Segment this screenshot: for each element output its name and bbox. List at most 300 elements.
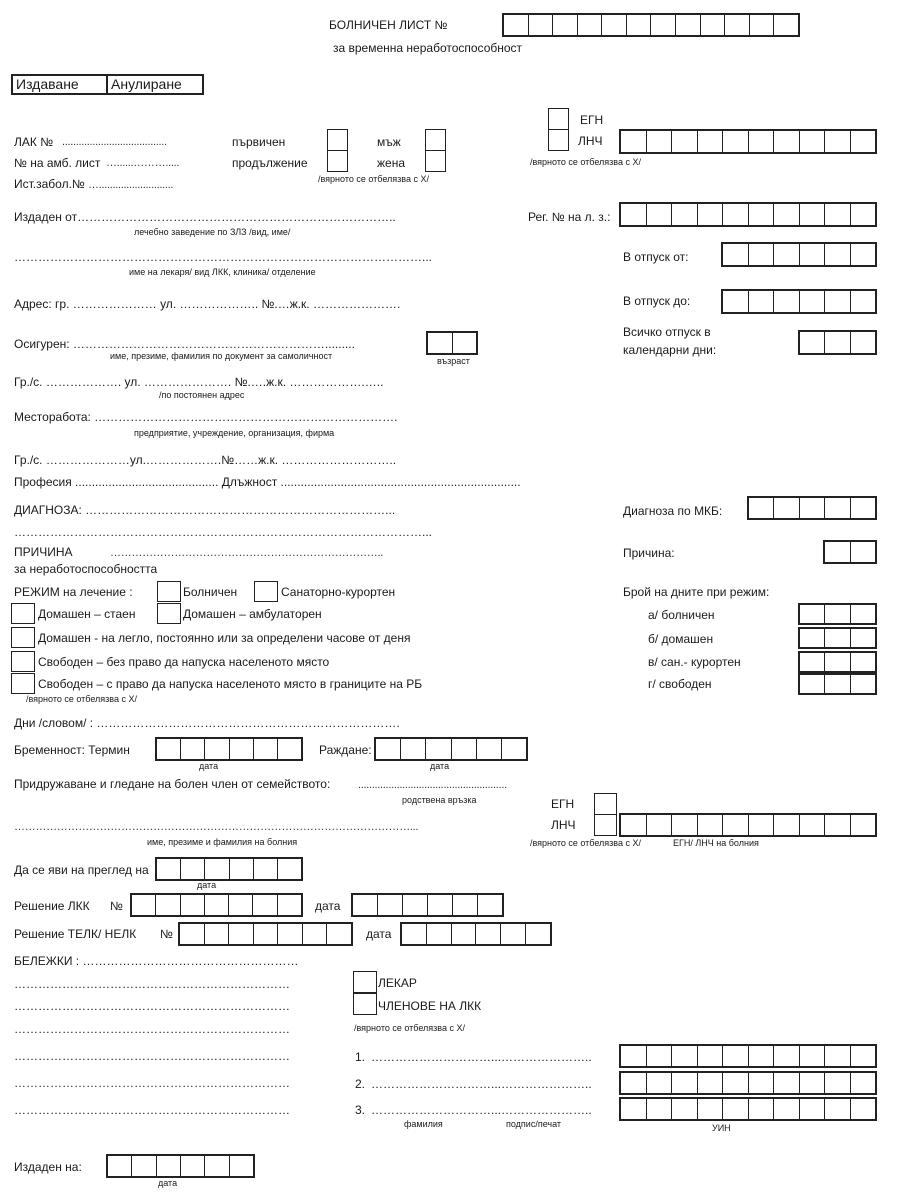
grid-cell[interactable] xyxy=(278,739,301,759)
grid-cell[interactable] xyxy=(749,1099,775,1119)
grid-cell[interactable] xyxy=(851,629,875,647)
grid-cell[interactable] xyxy=(701,15,726,35)
grid-cell[interactable] xyxy=(452,924,477,944)
address-field[interactable]: Адрес: гр. ………………… ул. ……………….. №.…ж.к. …………………. xyxy=(14,297,401,311)
grid-cell[interactable] xyxy=(181,739,205,759)
mark-note: /вярното се отбелязва с Х/ xyxy=(318,174,430,184)
grid-cell[interactable] xyxy=(851,498,875,518)
grid-cell[interactable] xyxy=(851,244,876,265)
grid-cell[interactable] xyxy=(157,859,181,879)
exam-date-sub: дата xyxy=(197,880,217,890)
cause-label: ПРИЧИНА xyxy=(14,545,73,559)
grid-cell[interactable] xyxy=(851,291,876,312)
grid-cell[interactable] xyxy=(851,605,875,623)
regime-free-local-label: Свободен – без право да напуска населеното място xyxy=(38,655,330,669)
grid-cell[interactable] xyxy=(800,291,826,312)
grid-cell[interactable] xyxy=(723,1099,749,1119)
grid-cell[interactable] xyxy=(800,1073,826,1093)
sick-person-sub: име, презиме и фамилия на болния xyxy=(147,837,298,847)
signer-1-name[interactable]: …………………………... xyxy=(371,1050,502,1064)
cause-sub: за неработоспособността xyxy=(14,562,158,576)
grid-cell[interactable] xyxy=(800,332,825,353)
grid-cell[interactable] xyxy=(749,815,775,835)
grid-cell[interactable] xyxy=(698,204,724,225)
insured-sub: име, презиме, фамилия по документ за самоличност xyxy=(110,351,333,361)
days-free-field[interactable] xyxy=(798,673,877,695)
signer-3-uin-field[interactable] xyxy=(619,1097,877,1121)
grid-cell[interactable] xyxy=(851,332,875,353)
grid-cell[interactable] xyxy=(774,244,800,265)
total-days-field[interactable] xyxy=(798,330,877,355)
telk-date-label: дата xyxy=(366,927,392,941)
grid-cell[interactable] xyxy=(229,895,253,915)
ist-label: Ист.забол.№ xyxy=(14,177,85,191)
egn-label: ЕГН xyxy=(580,113,604,127)
grid-cell[interactable] xyxy=(157,1156,181,1176)
grid-cell[interactable] xyxy=(749,498,774,518)
grid-cell[interactable] xyxy=(526,924,550,944)
reg-no-field[interactable] xyxy=(619,202,877,227)
uin-sub: УИН xyxy=(712,1123,731,1133)
grid-cell[interactable] xyxy=(749,204,775,225)
grid-cell[interactable] xyxy=(749,1046,775,1066)
grid-cell[interactable] xyxy=(698,815,724,835)
grid-cell[interactable] xyxy=(578,15,603,35)
grid-cell[interactable] xyxy=(749,244,775,265)
diagnosis-field[interactable]: ДИАГНОЗА: …………………………………………………………………... xyxy=(14,503,396,517)
grid-cell[interactable] xyxy=(278,924,303,944)
grid-cell[interactable] xyxy=(725,15,750,35)
grid-cell[interactable] xyxy=(774,15,798,35)
grid-cell[interactable] xyxy=(774,815,800,835)
grid-cell[interactable] xyxy=(698,131,724,152)
doctor-checkbox[interactable] xyxy=(353,971,377,993)
workplace-field[interactable]: Месторабота: …………………………………………………………………. xyxy=(14,410,398,424)
sick-egn-lnch-field[interactable] xyxy=(619,813,877,837)
regime-sanatorium-label: Санаторно-курортен xyxy=(281,585,396,599)
grid-cell[interactable] xyxy=(774,131,800,152)
grid-cell[interactable] xyxy=(825,291,851,312)
grid-cell[interactable] xyxy=(230,1156,253,1176)
lkk-decision-number-field[interactable] xyxy=(130,893,303,917)
sick-id-sub: ЕГН/ ЛНЧ на болния xyxy=(673,838,759,848)
grid-cell[interactable] xyxy=(229,924,254,944)
grid-cell[interactable] xyxy=(749,1073,775,1093)
regime-sanatorium-checkbox[interactable] xyxy=(254,581,278,602)
grid-cell[interactable] xyxy=(529,15,554,35)
grid-cell[interactable] xyxy=(504,15,529,35)
lak-field[interactable]: ...................................... xyxy=(62,136,167,148)
lkk-no-label: № xyxy=(110,899,123,913)
grid-cell[interactable] xyxy=(477,739,502,759)
lnch-checkbox[interactable] xyxy=(548,129,569,151)
grid-cell[interactable] xyxy=(774,1073,800,1093)
grid-cell[interactable] xyxy=(254,924,279,944)
grid-cell[interactable] xyxy=(672,1073,698,1093)
signature-sub: подпис/печат xyxy=(506,1119,562,1129)
grid-cell[interactable] xyxy=(376,739,401,759)
signer-1-number: 1. xyxy=(355,1050,366,1064)
grid-cell[interactable] xyxy=(378,895,403,915)
grid-cell[interactable] xyxy=(254,859,278,879)
grid-cell[interactable] xyxy=(800,605,825,623)
notes-line-1[interactable]: …………………………………………………………… xyxy=(14,977,290,991)
grid-cell[interactable] xyxy=(453,895,478,915)
form-subtitle: за временна неработоспособност xyxy=(333,41,523,55)
profession-field[interactable]: Професия ........................................... Длъжност ........................................................................ xyxy=(14,475,521,489)
days-home-field[interactable] xyxy=(798,627,877,649)
age-sub: възраст xyxy=(437,356,470,366)
sick-lnch-checkbox[interactable] xyxy=(594,814,617,836)
male-label: мъж xyxy=(377,135,401,149)
days-sanatorium-label: в/ сан.- курортен xyxy=(648,655,741,669)
grid-cell[interactable] xyxy=(825,815,851,835)
birth-date-sub: дата xyxy=(430,761,450,771)
grid-cell[interactable] xyxy=(156,895,180,915)
birth-label: Раждане: xyxy=(319,743,372,757)
sick-egn-checkbox[interactable] xyxy=(594,793,617,815)
regime-free-country-label: Свободен – с право да напуска населеното място в границите на РБ xyxy=(38,677,423,691)
grid-cell[interactable] xyxy=(825,244,851,265)
grid-cell[interactable] xyxy=(672,204,698,225)
days-hospital-field[interactable] xyxy=(798,603,877,625)
grid-cell[interactable] xyxy=(672,131,698,152)
regime-home-room-label: Домашен – стаен xyxy=(38,607,136,621)
days-free-label: г/ свободен xyxy=(648,677,712,691)
grid-cell[interactable] xyxy=(825,498,850,518)
grid-cell[interactable] xyxy=(851,542,876,562)
signer-1-uin-field[interactable] xyxy=(619,1044,877,1068)
grid-cell[interactable] xyxy=(181,1156,205,1176)
grid-cell[interactable] xyxy=(553,15,578,35)
icd-diagnosis-field[interactable] xyxy=(747,496,877,520)
signer-2-signature[interactable]: ………………….. xyxy=(501,1077,592,1091)
grid-cell[interactable] xyxy=(278,859,301,879)
lak-label: ЛАК № xyxy=(14,135,54,149)
continuation-label: продължение xyxy=(232,156,308,170)
total-days-label-2: календарни дни: xyxy=(623,343,717,357)
signer-3-signature[interactable]: ………………….. xyxy=(501,1103,592,1117)
grid-cell[interactable] xyxy=(621,1099,647,1119)
grid-cell[interactable] xyxy=(621,1073,647,1093)
issued-by-field[interactable]: Издаден от…………………………………………………………………….. xyxy=(14,210,396,224)
issued-on-date-sub: дата xyxy=(158,1178,178,1188)
grid-cell[interactable] xyxy=(621,204,647,225)
regime-note: /вярното се отбелязва с Х/ xyxy=(26,694,138,704)
form-title: БОЛНИЧЕН ЛИСТ № xyxy=(329,18,448,32)
grid-cell[interactable] xyxy=(502,739,526,759)
icd-diagnosis-label: Диагноза по МКБ: xyxy=(623,504,723,518)
grid-cell[interactable] xyxy=(851,815,876,835)
continuation-checkbox[interactable] xyxy=(327,150,348,172)
grid-cell[interactable] xyxy=(800,653,825,671)
regime-label: РЕЖИМ на лечение : xyxy=(14,585,133,599)
grid-cell[interactable] xyxy=(327,924,351,944)
grid-cell[interactable] xyxy=(621,815,647,835)
grid-cell[interactable] xyxy=(851,131,876,152)
telk-decision-number-field[interactable] xyxy=(178,922,353,946)
workplace-address-field[interactable]: Гр./с. …………………ул.……………….№……ж.к. ……………………….. xyxy=(14,453,397,467)
grid-cell[interactable] xyxy=(181,895,205,915)
grid-cell[interactable] xyxy=(132,1156,156,1176)
grid-cell[interactable] xyxy=(132,895,156,915)
issued-on-label: Издаден на: xyxy=(14,1160,82,1174)
regime-hospital-label: Болничен xyxy=(183,585,238,599)
grid-cell[interactable] xyxy=(723,204,749,225)
grid-cell[interactable] xyxy=(825,1099,851,1119)
days-home-label: б/ домашен xyxy=(648,632,714,646)
grid-cell[interactable] xyxy=(253,895,277,915)
grid-cell[interactable] xyxy=(800,131,826,152)
grid-cell[interactable] xyxy=(825,675,850,693)
doctor-field[interactable]: …………………………………………………………………………………………... xyxy=(14,250,433,264)
grid-cell[interactable] xyxy=(453,333,477,353)
lnch-label: ЛНЧ xyxy=(578,134,603,148)
cause-field[interactable]: ………………………………………………………………….. xyxy=(110,547,384,559)
birth-date-field[interactable] xyxy=(374,737,528,761)
reg-no-label: Рег. № на л. з.: xyxy=(528,210,611,224)
grid-cell[interactable] xyxy=(647,131,673,152)
lkk-date-field[interactable] xyxy=(351,893,504,917)
grid-cell[interactable] xyxy=(851,204,876,225)
sick-egn-label: ЕГН xyxy=(551,797,575,811)
exam-label: Да се яви на преглед на xyxy=(14,863,149,877)
workplace-sub: предприятие, учреждение, организация, фирма xyxy=(134,428,335,438)
grid-cell[interactable] xyxy=(800,244,826,265)
amb-field[interactable]: …......………..... xyxy=(106,157,180,169)
grid-cell[interactable] xyxy=(825,204,851,225)
grid-cell[interactable] xyxy=(723,1073,749,1093)
regime-home-ambulatory-checkbox[interactable] xyxy=(157,603,181,624)
grid-cell[interactable] xyxy=(774,204,800,225)
grid-cell[interactable] xyxy=(774,1099,800,1119)
grid-cell[interactable] xyxy=(303,924,328,944)
grid-cell[interactable] xyxy=(647,1099,673,1119)
grid-cell[interactable] xyxy=(428,333,453,353)
notes-field[interactable]: БЕЛЕЖКИ : ……………………………………………… xyxy=(14,954,299,968)
signer-2-number: 2. xyxy=(355,1077,366,1091)
grid-cell[interactable] xyxy=(647,204,673,225)
grid-cell[interactable] xyxy=(750,15,775,35)
grid-cell[interactable] xyxy=(501,924,526,944)
grid-cell[interactable] xyxy=(774,498,799,518)
regime-free-local-checkbox[interactable] xyxy=(11,651,35,672)
grid-cell[interactable] xyxy=(181,859,205,879)
days-by-regime-title: Брой на дните при режим: xyxy=(623,585,770,599)
notes-line-6[interactable]: …………………………………………………………… xyxy=(14,1103,290,1117)
grid-cell[interactable] xyxy=(205,924,230,944)
grid-cell[interactable] xyxy=(478,895,502,915)
notes-line-3[interactable]: …………………………………………………………… xyxy=(14,1022,290,1036)
notes-line-4[interactable]: …………………………………………………………… xyxy=(14,1049,290,1063)
lkk-date-label: дата xyxy=(315,899,341,913)
grid-cell[interactable] xyxy=(401,739,426,759)
egn-note: /вярното се отбелязва с Х/ xyxy=(530,157,642,167)
grid-cell[interactable] xyxy=(230,859,254,879)
grid-cell[interactable] xyxy=(402,924,427,944)
regime-home-room-checkbox[interactable] xyxy=(11,603,35,624)
signer-1-signature[interactable]: ………………….. xyxy=(501,1050,592,1064)
grid-cell[interactable] xyxy=(205,895,229,915)
grid-cell[interactable] xyxy=(825,131,851,152)
grid-cell[interactable] xyxy=(825,605,850,623)
grid-cell[interactable] xyxy=(428,895,453,915)
grid-cell[interactable] xyxy=(621,131,647,152)
leave-from-field[interactable] xyxy=(721,242,877,267)
grid-cell[interactable] xyxy=(800,675,825,693)
telk-no-label: № xyxy=(160,927,173,941)
grid-cell[interactable] xyxy=(651,15,676,35)
grid-cell[interactable] xyxy=(851,1046,876,1066)
male-checkbox[interactable] xyxy=(425,129,446,151)
grid-cell[interactable] xyxy=(698,1099,724,1119)
signer-2-name[interactable]: …………………………... xyxy=(371,1077,502,1091)
primary-checkbox[interactable] xyxy=(327,129,348,151)
egn-checkbox[interactable] xyxy=(548,108,569,130)
grid-cell[interactable] xyxy=(698,1073,724,1093)
grid-cell[interactable] xyxy=(800,498,825,518)
sick-lnch-label: ЛНЧ xyxy=(551,818,576,832)
notes-line-2[interactable]: …………………………………………………………… xyxy=(14,999,290,1013)
issued-by-sub: лечебно заведение по ЗЛЗ /вид, име/ xyxy=(134,227,291,237)
permanent-address-field[interactable]: Гр./с. ………………. ул. …………………. №.….ж.к. ……………….….. xyxy=(14,375,384,389)
grid-cell[interactable] xyxy=(749,291,775,312)
grid-cell[interactable] xyxy=(230,739,254,759)
grid-cell[interactable] xyxy=(723,244,749,265)
grid-cell[interactable] xyxy=(676,15,701,35)
sick-person-field[interactable]: …………………………………………………………………………………………………... xyxy=(14,821,419,833)
grid-cell[interactable] xyxy=(825,542,851,562)
grid-cell[interactable] xyxy=(254,739,278,759)
doctor-sub: име на лекаря/ вид ЛКК, клиника/ отделение xyxy=(129,267,316,277)
grid-cell[interactable] xyxy=(647,1046,673,1066)
grid-cell[interactable] xyxy=(825,1073,851,1093)
pregnancy-term-field[interactable] xyxy=(155,737,303,761)
insured-field[interactable]: Осигурен: ………………………………………………………......... xyxy=(14,337,355,351)
relationship-sub: родствена връзка xyxy=(402,795,477,805)
egn-lnch-field[interactable] xyxy=(619,129,877,154)
amb-label: № на амб. лист xyxy=(14,156,101,170)
regime-bed-label: Домашен - на легло, постоянно или за определени часове от деня xyxy=(38,631,411,645)
grid-cell[interactable] xyxy=(774,291,800,312)
grid-cell[interactable] xyxy=(825,332,850,353)
grid-cell[interactable] xyxy=(774,1046,800,1066)
grid-cell[interactable] xyxy=(851,1073,876,1093)
age-field[interactable] xyxy=(426,331,478,355)
primary-label: първичен xyxy=(232,135,286,149)
lkk-members-checkbox[interactable] xyxy=(353,993,377,1015)
signer-2-uin-field[interactable] xyxy=(619,1071,877,1095)
notes-line-5[interactable]: …………………………………………………………… xyxy=(14,1076,290,1090)
permanent-address-sub: /по постоянен адрес xyxy=(159,390,245,400)
grid-cell[interactable] xyxy=(672,1099,698,1119)
grid-cell[interactable] xyxy=(157,739,181,759)
pregnancy-term-label: Бременност: Термин xyxy=(14,743,130,757)
days-sanatorium-field[interactable] xyxy=(798,651,877,673)
grid-cell[interactable] xyxy=(825,629,850,647)
grid-cell[interactable] xyxy=(205,859,229,879)
grid-cell[interactable] xyxy=(800,1099,826,1119)
regime-home-ambulatory-label: Домашен – амбулаторен xyxy=(183,607,322,621)
leave-to-field[interactable] xyxy=(721,289,877,314)
grid-cell[interactable] xyxy=(800,204,826,225)
relationship-field[interactable]: ...................................................... xyxy=(358,779,507,791)
female-label: жена xyxy=(377,156,406,170)
grid-cell[interactable] xyxy=(672,1046,698,1066)
grid-cell[interactable] xyxy=(476,924,501,944)
lkk-members-label: ЧЛЕНОВЕ НА ЛКК xyxy=(378,999,482,1013)
accompany-label: Придружаване и гледане на болен член от семейството: xyxy=(14,777,331,791)
grid-cell[interactable] xyxy=(602,15,627,35)
female-checkbox[interactable] xyxy=(425,150,446,172)
grid-cell[interactable] xyxy=(108,1156,132,1176)
total-days-label-1: Всичко отпуск в xyxy=(623,325,711,339)
tab-issue[interactable]: Издаване xyxy=(11,74,108,95)
grid-cell[interactable] xyxy=(647,1073,673,1093)
signer-3-number: 3. xyxy=(355,1103,366,1117)
exam-date-field[interactable] xyxy=(155,857,303,881)
grid-cell[interactable] xyxy=(800,815,826,835)
grid-cell[interactable] xyxy=(353,895,378,915)
telk-date-field[interactable] xyxy=(400,922,552,946)
days-in-words-field[interactable]: Дни /словом/ : …………………………………………………………………. xyxy=(14,716,400,730)
diagnosis-line-2[interactable]: …………………………………………………………………………………………... xyxy=(14,525,433,539)
telk-decision-label: Решение ТЕЛК/ НЕЛК xyxy=(14,927,137,941)
regime-bed-checkbox[interactable] xyxy=(11,627,35,648)
grid-cell[interactable] xyxy=(426,739,451,759)
regime-hospital-checkbox[interactable] xyxy=(157,581,181,602)
notes-mark-note: /вярното се отбелязва с Х/ xyxy=(354,1023,466,1033)
grid-cell[interactable] xyxy=(647,815,673,835)
grid-cell[interactable] xyxy=(800,1046,826,1066)
grid-cell[interactable] xyxy=(698,1046,724,1066)
sick-id-note: /вярното се отбелязва с Х/ xyxy=(530,838,642,848)
ist-field[interactable]: …........................... xyxy=(88,179,174,191)
grid-cell[interactable] xyxy=(723,131,749,152)
days-hospital-label: а/ болничен xyxy=(648,608,715,622)
issued-on-date-field[interactable] xyxy=(106,1154,255,1178)
cause-code-field[interactable] xyxy=(823,540,877,564)
sick-leave-number-field[interactable] xyxy=(502,13,800,37)
regime-free-country-checkbox[interactable] xyxy=(11,673,35,694)
pregnancy-date-sub: дата xyxy=(199,761,219,771)
grid-cell[interactable] xyxy=(672,815,698,835)
grid-cell[interactable] xyxy=(205,1156,229,1176)
grid-cell[interactable] xyxy=(825,1046,851,1066)
grid-cell[interactable] xyxy=(723,1046,749,1066)
grid-cell[interactable] xyxy=(749,131,775,152)
doctor-label: ЛЕКАР xyxy=(378,976,417,990)
grid-cell[interactable] xyxy=(452,739,477,759)
grid-cell[interactable] xyxy=(427,924,452,944)
grid-cell[interactable] xyxy=(851,653,875,671)
grid-cell[interactable] xyxy=(403,895,428,915)
grid-cell[interactable] xyxy=(205,739,229,759)
grid-cell[interactable] xyxy=(621,1046,647,1066)
cause-right-label: Причина: xyxy=(623,546,675,560)
grid-cell[interactable] xyxy=(723,291,749,312)
grid-cell[interactable] xyxy=(627,15,652,35)
signer-3-name[interactable]: …………………………... xyxy=(371,1103,502,1117)
grid-cell[interactable] xyxy=(825,653,850,671)
grid-cell[interactable] xyxy=(278,895,301,915)
grid-cell[interactable] xyxy=(180,924,205,944)
grid-cell[interactable] xyxy=(800,629,825,647)
grid-cell[interactable] xyxy=(851,1099,876,1119)
grid-cell[interactable] xyxy=(851,675,875,693)
grid-cell[interactable] xyxy=(723,815,749,835)
tab-cancel[interactable]: Анулиране xyxy=(106,74,204,95)
